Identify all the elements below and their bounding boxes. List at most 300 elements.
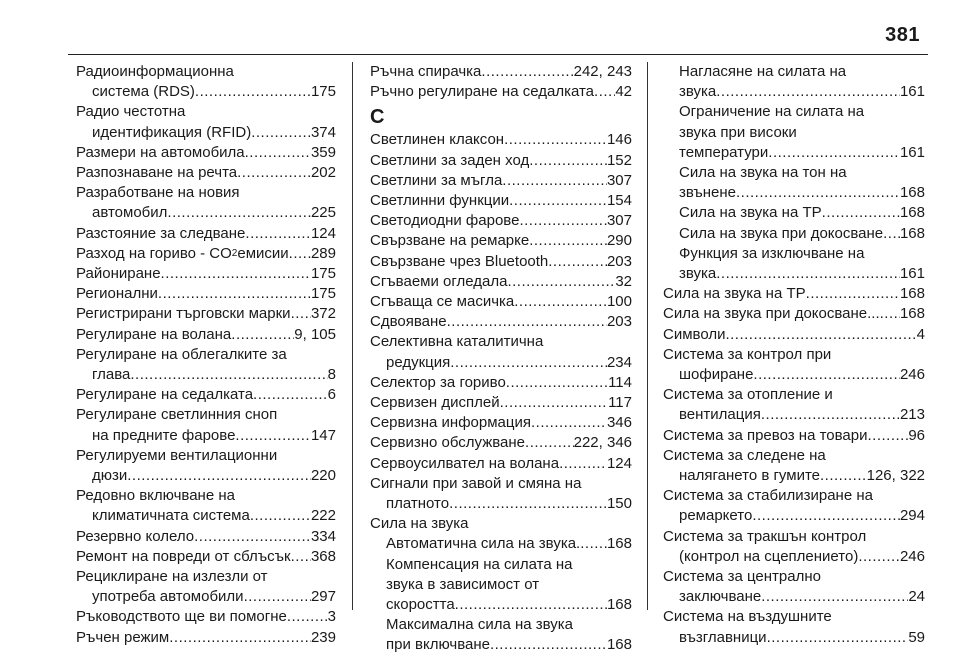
dot-leader (753, 365, 900, 385)
dot-leader (245, 143, 311, 163)
index-entry-line (76, 224, 336, 244)
index-subentry (663, 224, 925, 244)
index-entry (370, 514, 632, 534)
index-entry-line (663, 628, 925, 648)
dot-leader (761, 587, 908, 607)
page-reference: 161 (899, 143, 925, 161)
index-entry-line (663, 102, 925, 122)
dot-leader (736, 183, 900, 203)
index-term: Селектор за гориво (370, 373, 506, 391)
index-entry (76, 547, 336, 567)
dot-leader (291, 547, 311, 567)
index-entry (76, 446, 336, 486)
index-entry-line (663, 345, 925, 365)
dot-leader (245, 224, 311, 244)
index-entry-line (370, 555, 632, 575)
index-term: Сгъваща се масичка (370, 293, 515, 311)
page-reference: 374 (310, 123, 336, 141)
dot-leader (761, 405, 900, 425)
index-term: Сервоусилвател на волана (370, 454, 560, 472)
index-entry-line (370, 393, 632, 413)
page-reference: 175 (310, 265, 336, 283)
index-entry (370, 454, 632, 474)
page-reference: 290 (606, 232, 632, 250)
dot-leader (529, 151, 607, 171)
dot-leader (880, 304, 900, 324)
index-term: употреба автомобили (92, 588, 244, 606)
index-entry-line (663, 365, 925, 385)
index-entry-line (663, 527, 925, 547)
index-entry-line (370, 191, 632, 211)
index-term: звука (679, 265, 717, 283)
index-entry (76, 224, 336, 244)
page-reference: 168 (606, 535, 632, 553)
index-term: звука в зависимост от (386, 575, 540, 593)
index-entry (370, 171, 632, 191)
index-term: Светлинни функции (370, 192, 510, 210)
dot-leader (481, 62, 573, 82)
index-entry-line (76, 466, 336, 486)
index-entry-line (76, 607, 336, 627)
page-reference: 175 (310, 285, 336, 303)
page-reference: 175 (310, 83, 336, 101)
index-term: Рециклиране на излезли от (76, 568, 268, 586)
page-reference: 100 (606, 293, 632, 311)
page-reference: 203 (606, 252, 632, 270)
index-entry-line (370, 615, 632, 635)
page-reference: 246 (899, 366, 925, 384)
index-entry-line (370, 292, 632, 312)
dot-leader (167, 203, 311, 223)
index-subentry (663, 244, 925, 284)
dot-leader (127, 466, 311, 486)
index-term: Система за следене на (663, 446, 826, 464)
index-entry (76, 486, 336, 526)
page-reference: 96 (908, 426, 925, 444)
index-term: звука при високи (679, 123, 797, 141)
index-entry-line (76, 143, 336, 163)
index-entry-line (370, 231, 632, 251)
dot-leader (725, 325, 916, 345)
index-entry (76, 607, 336, 627)
index-entry-line (663, 547, 925, 567)
index-term: Ръчно регулиране на седалката (370, 83, 595, 101)
index-term: Радио честотна (76, 103, 186, 121)
index-column-2 (370, 62, 632, 656)
page-reference: 222, 346 (573, 434, 632, 452)
dot-leader (158, 284, 311, 304)
index-entry-line (663, 244, 925, 264)
index-entry (370, 332, 632, 372)
index-entry-line (370, 211, 632, 231)
index-term: Система за стабилизиране на (663, 487, 873, 505)
index-entry-line (370, 635, 632, 655)
index-entry-line (76, 82, 336, 102)
index-term: Система за тракшън контрол (663, 527, 867, 545)
index-term: ремаркето (679, 507, 753, 525)
index-entry (370, 292, 632, 312)
page-reference: 24 (908, 588, 925, 606)
index-term: Сгъваеми огледала (370, 272, 508, 290)
index-term: при включване (386, 636, 490, 654)
page-reference: 124 (606, 454, 632, 472)
index-term: Селективна каталитична (370, 333, 544, 351)
index-term: Светодиодни фарове (370, 212, 520, 230)
index-term: Система за превоз на товари (663, 426, 868, 444)
page-reference: 346 (606, 414, 632, 432)
index-term: Регионални (76, 285, 158, 303)
index-entry-line (370, 474, 632, 494)
page-reference: 32 (615, 272, 632, 290)
dot-leader (768, 143, 900, 163)
dot-leader (291, 304, 311, 324)
index-term: Ремонт на повреди от сблъсък (76, 547, 291, 565)
page-reference: 234 (606, 353, 632, 371)
index-term: Система за централно (663, 568, 821, 586)
index-entry-line (370, 595, 632, 615)
dot-leader (504, 130, 607, 150)
index-term: платното (386, 495, 450, 513)
index-entry-line (663, 426, 925, 446)
index-entry-line (663, 224, 925, 244)
index-entry-line (663, 405, 925, 425)
index-term: Автоматична сила на звука. (386, 535, 581, 553)
index-entry (370, 373, 632, 393)
index-term: Функция за изключване на (679, 244, 865, 262)
index-entry-line (370, 494, 632, 514)
dot-leader (251, 123, 311, 143)
page-reference: 294 (899, 507, 925, 525)
dot-leader (868, 426, 909, 446)
index-entry-line (370, 82, 632, 102)
dot-leader (506, 373, 608, 393)
index-entry-line (370, 353, 632, 373)
index-entry (370, 211, 632, 231)
index-term: звънене (679, 184, 736, 202)
index-entry-line (76, 183, 336, 203)
page-reference: 168 (899, 184, 925, 202)
index-entry-line (663, 587, 925, 607)
dot-leader (237, 163, 311, 183)
dot-leader (450, 353, 607, 373)
index-term: Ограничение на силата на (679, 103, 865, 121)
index-entry (76, 304, 336, 324)
index-entry (370, 433, 632, 453)
index-term: Светлини за мъгла (370, 171, 503, 189)
dot-leader (490, 635, 607, 655)
index-entry-line (370, 62, 632, 82)
index-term: Ръчна спирачка (370, 63, 482, 80)
index-entry-line (370, 373, 632, 393)
index-term: Сила на звука на тон на (679, 164, 847, 182)
column-divider (352, 62, 353, 610)
index-term: Регулиране светлинния сноп (76, 406, 278, 424)
page-reference: 246 (899, 547, 925, 565)
index-entry-line (76, 385, 336, 405)
page-reference: 289 (310, 244, 336, 262)
index-entry-line (76, 203, 336, 223)
page-reference: 161 (899, 83, 925, 101)
index-entry-line (76, 426, 336, 446)
section-letter: С (370, 106, 385, 129)
dot-leader (822, 203, 900, 223)
column-divider (647, 62, 648, 610)
index-entry-line (76, 62, 336, 82)
index-entry-line (76, 405, 336, 425)
page-reference: 220 (310, 467, 336, 485)
index-entry (663, 345, 925, 385)
page-reference: 368 (310, 547, 336, 565)
index-entry-line (663, 62, 925, 82)
dot-leader (161, 264, 311, 284)
page-reference: 150 (606, 495, 632, 513)
page-reference: 168 (606, 636, 632, 654)
index-term: (контрол на сцеплението) (679, 547, 859, 565)
index-entry-line (76, 325, 336, 345)
index-entry-line (76, 486, 336, 506)
index-entry (76, 405, 336, 445)
index-entry-line (76, 506, 336, 526)
page-reference: 114 (608, 373, 632, 391)
page-reference: 117 (608, 394, 632, 412)
index-entry (663, 446, 925, 486)
index-term: Сила на звука на TP (679, 204, 822, 222)
index-entry-line (76, 123, 336, 143)
index-entry (370, 231, 632, 251)
index-entry-line (370, 312, 632, 332)
page-reference: 203 (606, 313, 632, 331)
index-entry (76, 385, 336, 405)
dot-leader (235, 426, 311, 446)
dot-leader (716, 82, 900, 102)
index-entry (370, 252, 632, 272)
index-entry-line (76, 628, 336, 648)
index-entry-line (370, 514, 632, 534)
index-term: Система за контрол при (663, 345, 832, 363)
page-reference: 9, 105 (294, 325, 336, 343)
index-entry-line (370, 151, 632, 171)
index-term: Регистрирани търговски марки (76, 305, 291, 323)
index-entry-line (663, 163, 925, 183)
index-entry (663, 426, 925, 446)
index-entry (76, 345, 336, 385)
index-entry (663, 284, 925, 304)
dot-leader (531, 413, 607, 433)
index-subentry (370, 534, 632, 554)
page-reference: 126, 322 (866, 467, 925, 485)
index-term: Разпознаване на речта (76, 164, 238, 182)
index-entry (76, 527, 336, 547)
index-entry-line (370, 433, 632, 453)
index-term: Сила на звука при докосване... (663, 305, 880, 323)
index-entry-line (370, 332, 632, 352)
index-entry (76, 244, 336, 264)
page-reference: 168 (899, 285, 925, 303)
page-reference: 242, 243 (573, 63, 632, 80)
index-entry-line (663, 264, 925, 284)
index-entry (370, 82, 632, 102)
index-term: Сдвояване (370, 313, 447, 331)
index-term: Редовно включване на (76, 487, 235, 505)
index-entry-line (663, 82, 925, 102)
page-reference: 225 (310, 204, 336, 222)
index-entry-line (370, 130, 632, 150)
index-entry-line (76, 365, 336, 385)
page-reference: 359 (310, 143, 336, 161)
index-entry-line (76, 264, 336, 284)
page-reference: 307 (606, 171, 632, 189)
index-entry-line (663, 284, 925, 304)
index-term: Разработване на новия (76, 184, 240, 202)
dot-leader (250, 506, 311, 526)
dot-leader (594, 82, 615, 102)
index-term: Компенсация на силата на (386, 555, 573, 573)
index-term: редукция (386, 353, 451, 371)
dot-leader (447, 312, 607, 332)
index-subentry (663, 102, 925, 163)
index-entry-line (370, 454, 632, 474)
page-reference: 161 (899, 265, 925, 283)
index-term: идентификация (RFID) (92, 123, 252, 141)
index-term: заключване (679, 588, 762, 606)
index-column-1 (76, 62, 336, 648)
index-entry-line (76, 304, 336, 324)
index-term: автомобил (92, 204, 168, 222)
page-reference: 146 (606, 131, 632, 149)
index-term: Резервно колело (76, 527, 195, 545)
index-entry-line (76, 547, 336, 567)
dot-leader (455, 595, 607, 615)
page-reference: 8 (327, 366, 336, 384)
index-subentry (663, 163, 925, 203)
index-term: Нагласяне на силата на (679, 63, 847, 80)
index-entry-line (76, 163, 336, 183)
index-column-3 (663, 62, 925, 648)
index-term: Светлини за заден ход (370, 151, 530, 169)
index-term: Сила на звука при докосване (679, 224, 884, 242)
index-entry (76, 567, 336, 607)
index-subentry (370, 615, 632, 655)
index-entry-line (663, 304, 925, 324)
index-term: климатичната система (92, 507, 250, 525)
page-reference: 59 (908, 628, 925, 646)
index-entry-line (76, 567, 336, 587)
index-term: Максимална сила на звука (386, 616, 574, 634)
index-term: система (RDS) (92, 83, 195, 101)
index-term: Разстояние за следване (76, 224, 246, 242)
index-entry-line (663, 385, 925, 405)
index-entry (76, 325, 336, 345)
index-entry-line (663, 123, 925, 143)
dot-leader (559, 454, 607, 474)
index-entry-line (76, 446, 336, 466)
dot-leader (716, 264, 900, 284)
index-term: на предните фарове (92, 426, 236, 444)
index-entry (370, 62, 632, 82)
index-entry (370, 272, 632, 292)
dot-leader (752, 506, 900, 526)
page-reference: 152 (606, 151, 632, 169)
index-term: налягането в гумите (679, 467, 820, 485)
index-entry-line (370, 534, 632, 554)
dot-leader (580, 534, 607, 554)
page-reference: 307 (606, 212, 632, 230)
dot-leader (529, 231, 607, 251)
index-term: Светлинен клаксон (370, 131, 505, 149)
index-entry-line (76, 587, 336, 607)
dot-leader (194, 527, 311, 547)
index-entry (370, 393, 632, 413)
page-number: 381 (885, 24, 920, 46)
dot-leader (514, 292, 607, 312)
subscript: 2 (231, 247, 238, 259)
index-entry (76, 163, 336, 183)
dot-leader (806, 284, 900, 304)
dot-leader (287, 607, 328, 627)
dot-leader (169, 628, 311, 648)
index-term: възглавници (679, 628, 767, 646)
index-entry-line (663, 567, 925, 587)
index-term: Ръководството ще ви помогне (76, 608, 287, 626)
index-term: Свързване на ремарке (370, 232, 530, 250)
index-entry-line (76, 244, 336, 264)
index-entry-line (663, 506, 925, 526)
dot-leader (449, 494, 607, 514)
page-reference: 124 (310, 224, 336, 242)
index-entry-line (370, 575, 632, 595)
dot-leader (509, 191, 607, 211)
page-reference: 168 (899, 305, 925, 323)
dot-leader (289, 244, 311, 264)
index-term: Размери на автомобила (76, 143, 245, 161)
index-entry (76, 62, 336, 102)
index-term: Символи (663, 325, 726, 343)
index-entry (76, 143, 336, 163)
index-term: Ръчен режим (76, 628, 170, 646)
index-term: Разход на гориво - CO (76, 244, 232, 262)
index-entry-line (370, 171, 632, 191)
index-subentry (663, 203, 925, 223)
dot-leader (195, 82, 311, 102)
index-entry (76, 183, 336, 223)
index-entry (370, 312, 632, 332)
index-entry (76, 102, 336, 142)
dot-leader (244, 587, 311, 607)
index-entry-line (663, 486, 925, 506)
page-reference: 168 (899, 204, 925, 222)
index-entry (370, 130, 632, 150)
page-reference: 372 (310, 305, 336, 323)
index-term: глава (92, 366, 131, 384)
page-reference: 222 (310, 507, 336, 525)
index-entry-line (76, 284, 336, 304)
index-term: Сервизен дисплей (370, 394, 500, 412)
page-reference: 147 (310, 426, 336, 444)
dot-leader (883, 224, 900, 244)
header-rule (68, 54, 928, 55)
dot-leader (519, 211, 607, 231)
page-reference: 3 (327, 608, 336, 626)
page-reference: 42 (615, 83, 632, 101)
dot-leader (502, 171, 607, 191)
dot-leader (548, 252, 607, 272)
index-entry (663, 486, 925, 526)
page-reference: 168 (606, 596, 632, 614)
page-reference: 297 (310, 588, 336, 606)
index-term: Сила на звука (370, 515, 469, 533)
dot-leader (130, 365, 327, 385)
index-term: Регулиране на седалката (76, 386, 254, 404)
